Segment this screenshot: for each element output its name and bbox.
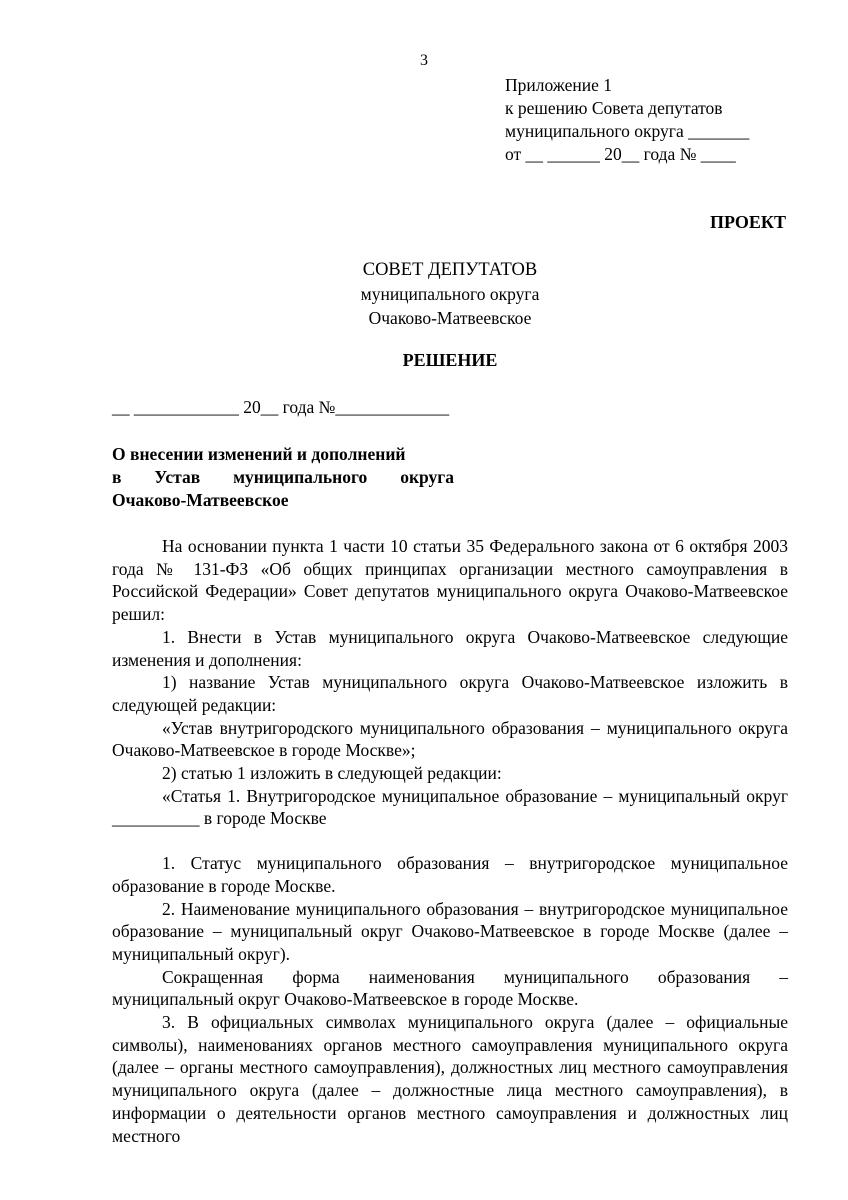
page-number: 3 xyxy=(420,52,428,69)
paragraph-symbols: 3. В официальных символах муниципального округа (далее – официальные символы), наименованиях органов местного самоуправления муниципального округа (далее – органы местного самоуправления), должностных лиц местного самоуправления муниципального округа (далее – должностные лица местного самоуправления), в информации о деятельности органов местного самоуправления и должностных лиц местного xyxy=(112,1012,788,1146)
paragraph-status: 1. Статус муниципального образования – внутригородское муниципальное образование в городе Москве. xyxy=(112,853,788,896)
paragraph-item-1: 1. Внести в Устав муниципального округа Очаково-Матвеевское следующие изменения и дополнения: xyxy=(112,626,788,670)
subject-line-3: Очаково-Матвеевское xyxy=(112,490,289,510)
paragraph-naming: 2. Наименование муниципального образования – внутригородское муниципальное образование – муниципальный округ Очаково-Матвеевское в городе Москве (далее – муниципальный округ). xyxy=(112,898,788,964)
paragraph-subitem-1: 1) название Устав муниципального округа Очаково-Матвеевское изложить в следующей редакции: xyxy=(112,672,788,715)
paragraph-charter-title: «Устав внутригородского муниципального образования – муниципального округа Очаково-Матвеевское в городе Москве»; xyxy=(112,717,788,761)
annex-line-1: Приложение 1 xyxy=(505,75,613,95)
annex-block xyxy=(505,74,749,166)
paragraph-preamble: На основании пункта 1 части 10 статьи 35 Федерального закона от 6 октября 2003 года № 131-ФЗ «Об общих принципах организации местного самоуправления в Российской Федерации» Совет депутатов муниципального округа Очаково-Матвеевское решил: xyxy=(112,536,788,625)
document-body xyxy=(112,535,788,1147)
council-header xyxy=(0,258,848,330)
decision-title: РЕШЕНИЕ xyxy=(402,350,498,370)
paragraph-short-name: Сокращенная форма наименования муниципального образования – муниципальный округ Очаково-Матвеевское в городе Москве. xyxy=(112,966,788,1010)
paragraph-subitem-2: 2) статью 1 изложить в следующей редакции: xyxy=(162,763,502,784)
date-line: __ ____________ 20__ года №_____________ xyxy=(112,397,450,417)
annex-line-4: от __ ______ 20__ года № ____ xyxy=(505,144,736,164)
paragraph-article-1-title: «Статья 1. Внутригородское муниципальное образование – муниципальный округ __________ в городе Москве xyxy=(112,785,788,829)
council-line-2: муниципального округа xyxy=(360,284,540,304)
subject-line-2: в Устав муниципального округа xyxy=(112,467,454,487)
council-title: СОВЕТ ДЕПУТАТОВ xyxy=(362,260,538,280)
subject-line-1: О внесении изменений и дополнений xyxy=(112,444,406,464)
annex-line-2: к решению Совета депутатов xyxy=(505,98,723,118)
spacer xyxy=(112,830,788,852)
council-line-3: Очаково-Матвеевское xyxy=(368,308,532,328)
draft-label: ПРОЕКТ xyxy=(710,212,786,232)
annex-line-3: муниципального округа _______ xyxy=(505,121,750,141)
subject-heading xyxy=(112,443,454,512)
